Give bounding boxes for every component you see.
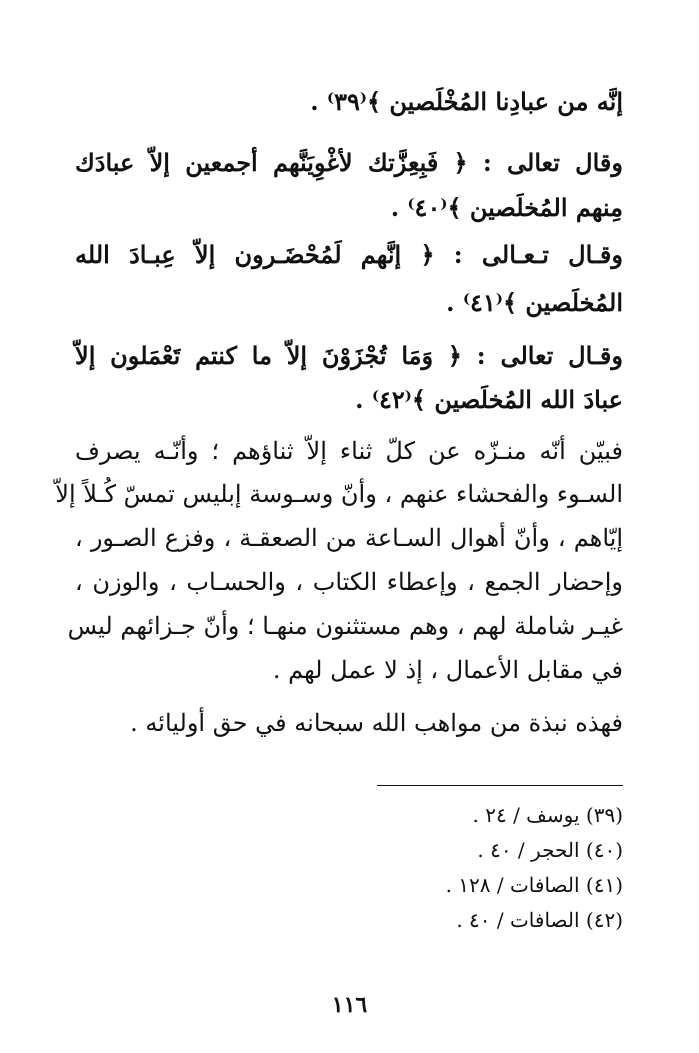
footnote-41: (٤١) الصافات / ١٢٨ . [445,873,623,897]
text-line-11: وإحضار الجمع ، وإعطاء الكتاب ، والحسـاب ، والوزن ، [75,568,623,596]
text-line-12: غيـر شاملة لهم ، وهم مستثنون منهـا ؛ وأنّ جـزائهم ليس [67,612,623,640]
footnote-separator [377,785,623,786]
text-line-5: المُخلَصين ﴾⁽٤١⁾ . [446,288,623,317]
text-line-7: عبادَ الله المُخلَصين ﴾⁽٤٢⁾ . [355,385,623,414]
text-line-10: إيّاهم ، وأنّ أهوال السـاعة من الصعقـة ، وفزع الصـور ، [75,524,624,552]
page-number: ١١٦ [331,992,368,1018]
text-line-3: مِنهم المُخلَصين ﴾⁽٤٠⁾ . [390,193,623,222]
footnote-39: (٣٩) يوسف / ٢٤ . [472,803,623,827]
text-line-4: وقـال تـعـالى : ﴿ إنَّهم لَمُحْضَـرون إلاّ عِبـادَ الله [75,240,623,269]
text-line-6: وقـال تعالى : ﴿ وَمَا تُجْزَوْنَ إلاّ ما كنتم تَعْمَلون إلاّ [75,341,623,370]
footnote-42: (٤٢) الصافات / ٤٠ . [456,908,623,932]
text-line-8: فبيّن أنّه منـزّه عن كلّ ثناء إلاّ ثناؤهم ؛ وأنّـه يصرف [75,437,623,465]
footnote-40: (٤٠) الحجر / ٤٠ . [477,838,623,862]
text-line-2: وقال تعالى : ﴿ فَبِعِزَّتك لأغْوِيَنَّهم أجمعين إلاّ عبادَك [75,148,623,177]
text-line-9: السـوء والفحشاء عنهم ، وأنّ وسـوسة إبليس تمسّ كُـلاً إلاّ [55,480,623,508]
text-line-14: فهذه نبذة من مواهب الله سبحانه في حق أوليائه . [130,709,623,737]
text-line-1: إنَّه من عبادِنا المُخْلَصين ﴾⁽٣٩⁾ . [310,87,623,116]
text-line-13: في مقابل الأعمال ، إذ لا عمل لهم . [272,656,623,684]
